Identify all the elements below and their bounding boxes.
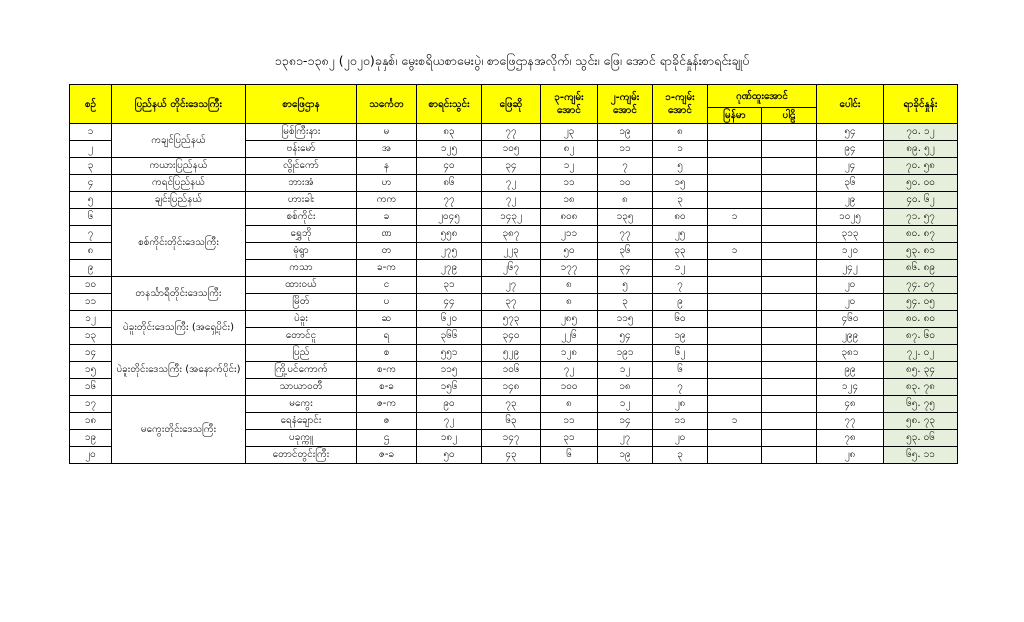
pali-cell [762,226,817,243]
pass3-cell: ၂၂၆ [541,328,598,345]
total-cell: ၂၉ [817,192,884,209]
myanmar-cell [708,124,762,141]
page-title: ၁၃၈၁-၁၃၈၂ (၂၀၂၀)ခုနှစ်၊ မွေးစရိယစာမေးပွဲ၊ စာဖြေဌာနအလိုက်၊ သွင်း၊ ဖြေ၊ အောင် ရာခိုင်နှုန်းစာရင်းချုပ် [274,53,750,68]
results-table [69,84,958,464]
percent-cell: ၅၈. ၇၃ [884,413,958,430]
no-cell: ၁ [70,124,112,141]
pass1-cell: ၆၀ [653,311,708,328]
no-cell: ၅ [70,192,112,209]
registered-cell: ၄၀ [417,158,482,175]
no-cell: ၁၃ [70,328,112,345]
pass2-cell: ၃၆ [598,243,653,260]
total-cell: ၂၈ [817,447,884,464]
no-cell: ၁၂ [70,311,112,328]
sat-cell: ၁၀၆ [482,362,541,379]
percent-cell: ၅၃. ၀၆ [884,430,958,447]
registered-cell: ၂၇၉ [417,260,482,277]
pass3-cell: ၈ [541,396,598,413]
region-cell: ချင်းပြည်နယ် [112,192,246,209]
no-cell: ၈ [70,243,112,260]
total-cell: ၁၂၄ [817,379,884,396]
pass3-cell: ၁၂၈ [541,345,598,362]
sat-cell: ၇၂ [482,175,541,192]
center-cell: မုံရွာ [246,243,357,260]
myanmar-cell [708,294,762,311]
registered-cell: ၇၂ [417,413,482,430]
pass1-cell: ၅ [653,158,708,175]
header-pass1: ၁-ကျမ်း အောင် [653,85,708,124]
percent-cell: ၅၄. ၀၅ [884,294,958,311]
pass2-cell: ၁၉ [598,124,653,141]
registered-cell: ၁၂၅ [417,141,482,158]
percent-cell: ၇၀. ၁၂ [884,124,958,141]
pass3-cell: ၂၈၅ [541,311,598,328]
myanmar-cell [708,447,762,464]
pass2-cell: ၁၁ [598,141,653,158]
registered-cell: ၈၃ [417,124,482,141]
total-cell: ၂၄၂ [817,260,884,277]
registered-cell: ၆၂၀ [417,311,482,328]
pass1-cell: ၁၉ [653,328,708,345]
registered-cell: ၅၅၁ [417,345,482,362]
pass1-cell: ၁ [653,141,708,158]
myanmar-cell [708,362,762,379]
region-cell: စစ်ကိုင်းတိုင်းဒေသကြီး [112,209,246,277]
myanmar-cell: ၁ [708,243,762,260]
no-cell: ၁၈ [70,413,112,430]
header-pali: ပါဠိ [762,108,817,124]
code-cell: င [357,277,417,294]
sat-cell: ၃၄ [482,158,541,175]
myanmar-cell [708,430,762,447]
center-cell: မကွေး [246,396,357,413]
total-cell: ၂၉၉ [817,328,884,345]
pass3-cell: ၈ [541,277,598,294]
total-cell: ၂၄ [817,158,884,175]
code-cell: စ-က [357,362,417,379]
pass3-cell: ၅၀ [541,243,598,260]
total-cell: ၂၀ [817,277,884,294]
region-cell: ကချင်ပြည်နယ် [112,124,246,158]
pass1-cell: ၈၀ [653,209,708,226]
percent-cell: ၈၃. ၇၈ [884,379,958,396]
pass1-cell: ၁၂ [653,260,708,277]
header-registered: စာရင်းသွင်း [417,85,482,124]
pali-cell [762,124,817,141]
pass2-cell: ၁၈ [598,379,653,396]
pass2-cell: ၁၄ [598,413,653,430]
pass3-cell: ၇၂ [541,362,598,379]
myanmar-cell: ၁ [708,413,762,430]
table-row [70,124,958,141]
pass2-cell: ၁၉၁ [598,345,653,362]
code-cell: ဟ [357,175,417,192]
sat-cell: ၁၄၇ [482,430,541,447]
table-row [70,192,958,209]
percent-cell: ၆၅. ၇၅ [884,396,958,413]
center-cell: ကသာ [246,260,357,277]
pass1-cell: ၁၁ [653,413,708,430]
pass2-cell: ၇ [598,158,653,175]
sat-cell: ၇၃ [482,396,541,413]
percent-cell: ၅၃. ၈၁ [884,243,958,260]
myanmar-cell [708,379,762,396]
sat-cell: ၁၄၃၂ [482,209,541,226]
center-cell: ဟားခါး [246,192,357,209]
no-cell: ၁၉ [70,430,112,447]
sat-cell: ၁၀၅ [482,141,541,158]
total-cell: ၁၀၂၅ [817,209,884,226]
center-cell: စစ်ကိုင်း [246,209,357,226]
sat-cell: ၄၃ [482,447,541,464]
myanmar-cell [708,345,762,362]
header-distinction: ဂုဏ်ထူးအောင် [708,85,817,108]
total-cell: ၄၈ [817,396,884,413]
pass3-cell: ၈ [541,294,598,311]
myanmar-cell [708,328,762,345]
header-sat: ဖြေဆို [482,85,541,124]
region-cell: ကရင်ပြည်နယ် [112,175,246,192]
code-cell: ပ [357,294,417,311]
sat-cell: ၇၂ [482,192,541,209]
registered-cell: ၂၇၅ [417,243,482,260]
sat-cell: ၆၃ [482,413,541,430]
myanmar-cell [708,396,762,413]
total-cell: ၅၄ [817,124,884,141]
table-row [70,345,958,362]
header-total: ပေါင်း [817,85,884,124]
pass1-cell: ၃၃ [653,243,708,260]
code-cell: ဆ [357,311,417,328]
code-cell: အ [357,141,417,158]
total-cell: ၃၁၃ [817,226,884,243]
pali-cell [762,430,817,447]
pali-cell [762,192,817,209]
myanmar-cell [708,175,762,192]
region-cell: ပဲခူးတိုင်းဒေသကြီး (အနောက်ပိုင်း) [112,345,246,396]
no-cell: ၁၇ [70,396,112,413]
total-cell: ၉၄ [817,141,884,158]
percent-cell: ၈၉. ၅၂ [884,141,958,158]
pass1-cell: ၃ [653,192,708,209]
registered-cell: ၁၈၂ [417,430,482,447]
header-percent: ရာခိုင်နှုန်း [884,85,958,124]
no-cell: ၂၀ [70,447,112,464]
pass3-cell: ၃၁ [541,430,598,447]
table-row [70,311,958,328]
myanmar-cell [708,311,762,328]
code-cell: ဇ-က [357,396,417,413]
registered-cell: ၂၀၄၅ [417,209,482,226]
table-row [70,277,958,294]
center-cell: ထားဝယ် [246,277,357,294]
no-cell: ၇ [70,226,112,243]
pass3-cell: ၆ [541,447,598,464]
total-cell: ၃၆ [817,175,884,192]
table-row [70,209,958,226]
percent-cell: ၄၀. ၆၂ [884,192,958,209]
percent-cell: ၈၇. ၆၀ [884,328,958,345]
sat-cell: ၂၇ [482,277,541,294]
pali-cell [762,413,817,430]
pass1-cell: ၂၀ [653,430,708,447]
percent-cell: ၆၅. ၁၁ [884,447,958,464]
header-region: ပြည်နယ် တိုင်းဒေသကြီး [112,85,246,124]
center-cell: ဗန်းမော် [246,141,357,158]
pali-cell [762,209,817,226]
no-cell: ၂ [70,141,112,158]
sat-cell: ၂၆၇ [482,260,541,277]
pali-cell [762,379,817,396]
percent-cell: ၈၅. ၃၄ [884,362,958,379]
pali-cell [762,260,817,277]
pass2-cell: ၈ [598,192,653,209]
center-cell: လွိုင်ကော် [246,158,357,175]
sat-cell: ၁၄၈ [482,379,541,396]
no-cell: ၃ [70,158,112,175]
pass1-cell: ၆၂ [653,345,708,362]
myanmar-cell [708,141,762,158]
registered-cell: ၉၀ [417,396,482,413]
pali-cell [762,294,817,311]
percent-cell: ၇၁. ၅၇ [884,209,958,226]
code-cell: ဇ [357,413,417,430]
pali-cell [762,158,817,175]
code-cell: စ-ခ [357,379,417,396]
code-cell: ခ [357,209,417,226]
pass2-cell: ၅ [598,277,653,294]
pass2-cell: ၁၀ [598,175,653,192]
center-cell: ကြို့ပင်ကောက် [246,362,357,379]
registered-cell: ၈၆ [417,175,482,192]
region-cell: ပဲခူးတိုင်းဒေသကြီး (အရှေ့ပိုင်း) [112,311,246,345]
percent-cell: ၈၀. ၈၇ [884,226,958,243]
table-row [70,175,958,192]
center-cell: မြိတ် [246,294,357,311]
pali-cell [762,396,817,413]
registered-cell: ၄၄ [417,294,482,311]
percent-cell: ၅၀. ၀၀ [884,175,958,192]
pass2-cell: ၁၂ [598,396,653,413]
sat-cell: ၃၈၇ [482,226,541,243]
total-cell: ၁၂၀ [817,243,884,260]
header-pass3: ၃-ကျမ်း အောင် [541,85,598,124]
pass3-cell: ၈၀၈ [541,209,598,226]
region-cell: တနင်္သာရီတိုင်းဒေသကြီး [112,277,246,311]
sat-cell: ၅၂၉ [482,345,541,362]
pass3-cell: ၁၀၀ [541,379,598,396]
percent-cell: ၇၀. ၅၈ [884,158,958,175]
pass1-cell: ၂၅ [653,226,708,243]
pali-cell [762,311,817,328]
myanmar-cell [708,277,762,294]
no-cell: ၁၁ [70,294,112,311]
sat-cell: ၃၄၀ [482,328,541,345]
registered-cell: ၁၁၅ [417,362,482,379]
pass1-cell: ၃ [653,447,708,464]
registered-cell: ၃၁ [417,277,482,294]
total-cell: ၃၈၁ [817,345,884,362]
pali-cell [762,328,817,345]
pass2-cell: ၃၄ [598,260,653,277]
sat-cell: ၃၇ [482,294,541,311]
sat-cell: ၅၇၃ [482,311,541,328]
registered-cell: ၅၀ [417,447,482,464]
region-cell: ကယားပြည်နယ် [112,158,246,175]
center-cell: ပြည် [246,345,357,362]
total-cell: ၂၀ [817,294,884,311]
registered-cell: ၃၆၆ [417,328,482,345]
registered-cell: ၁၅၆ [417,379,482,396]
center-cell: ပဲခူး [246,311,357,328]
percent-cell: ၈၀. ၈၀ [884,311,958,328]
code-cell: မ [357,124,417,141]
myanmar-cell [708,192,762,209]
sat-cell: ၇၇ [482,124,541,141]
pali-cell [762,345,817,362]
no-cell: ၁၅ [70,362,112,379]
code-cell: စ [357,345,417,362]
no-cell: ၆ [70,209,112,226]
myanmar-cell [708,226,762,243]
total-cell: ၄၆၀ [817,311,884,328]
pass1-cell: ၇ [653,277,708,294]
pali-cell [762,362,817,379]
center-cell: တောင်တွင်းကြီး [246,447,357,464]
center-cell: ရေနံချောင်း [246,413,357,430]
code-cell: ဏ [357,226,417,243]
pass1-cell: ၈ [653,124,708,141]
no-cell: ၄ [70,175,112,192]
pass3-cell: ၂၁၁ [541,226,598,243]
pass2-cell: ၇၇ [598,226,653,243]
code-cell: ဇ-ခ [357,447,417,464]
pass1-cell: ၁၅ [653,175,708,192]
sat-cell: ၂၂၃ [482,243,541,260]
myanmar-cell [708,260,762,277]
no-cell: ၁၄ [70,345,112,362]
header-center: စာဖြေဌာန [246,85,357,124]
pass3-cell: ၈၂ [541,141,598,158]
center-cell: တောင်ငူ [246,328,357,345]
code-cell: ဌ [357,430,417,447]
pali-cell [762,277,817,294]
pass3-cell: ၁၁ [541,413,598,430]
myanmar-cell: ၁ [708,209,762,226]
code-cell: တ [357,243,417,260]
region-cell: မကွေးတိုင်းဒေသကြီး [112,396,246,464]
pali-cell [762,141,817,158]
center-cell: ပခုက္ကူ [246,430,357,447]
registered-cell: ၇၇ [417,192,482,209]
table-row [70,396,958,413]
table-row [70,158,958,175]
no-cell: ၁၆ [70,379,112,396]
center-cell: ရွှေဘို [246,226,357,243]
myanmar-cell [708,158,762,175]
pass3-cell: ၁၁ [541,175,598,192]
code-cell: ရ [357,328,417,345]
pass2-cell: ၁၂ [598,362,653,379]
total-cell: ၇၇ [817,413,884,430]
pali-cell [762,175,817,192]
pass3-cell: ၁၈ [541,192,598,209]
header-myanmar: မြန်မာ [708,108,762,124]
percent-cell: ၇၂. ၀၂ [884,345,958,362]
center-cell: သာယာဝတီ [246,379,357,396]
total-cell: ၇၈ [817,430,884,447]
pali-cell [762,447,817,464]
table-body [70,124,958,464]
no-cell: ၉ [70,260,112,277]
pass1-cell: ၆ [653,362,708,379]
pass2-cell: ၃ [598,294,653,311]
pass2-cell: ၁၉ [598,447,653,464]
registered-cell: ၅၅၈ [417,226,482,243]
pali-cell [762,243,817,260]
percent-cell: ၈၆. ၈၉ [884,260,958,277]
pass3-cell: ၂၃ [541,124,598,141]
pass1-cell: ၂၈ [653,396,708,413]
pass2-cell: ၅၄ [598,328,653,345]
code-cell: ကက [357,192,417,209]
header-code: သင်္ကေတ [357,85,417,124]
percent-cell: ၇၄. ၀၇ [884,277,958,294]
pass3-cell: ၁၇၇ [541,260,598,277]
pass2-cell: ၁၁၅ [598,311,653,328]
pass1-cell: ၇ [653,379,708,396]
total-cell: ၉၉ [817,362,884,379]
pass2-cell: ၂၇ [598,430,653,447]
pass3-cell: ၁၂ [541,158,598,175]
no-cell: ၁၀ [70,277,112,294]
center-cell: မြစ်ကြီးနား [246,124,357,141]
center-cell: ဘားအံ [246,175,357,192]
header-pass2: ၂-ကျမ်း အောင် [598,85,653,124]
pass1-cell: ၉ [653,294,708,311]
header-no: စဉ် [70,85,112,124]
code-cell: ခ-က [357,260,417,277]
pass2-cell: ၁၃၅ [598,209,653,226]
code-cell: န [357,158,417,175]
